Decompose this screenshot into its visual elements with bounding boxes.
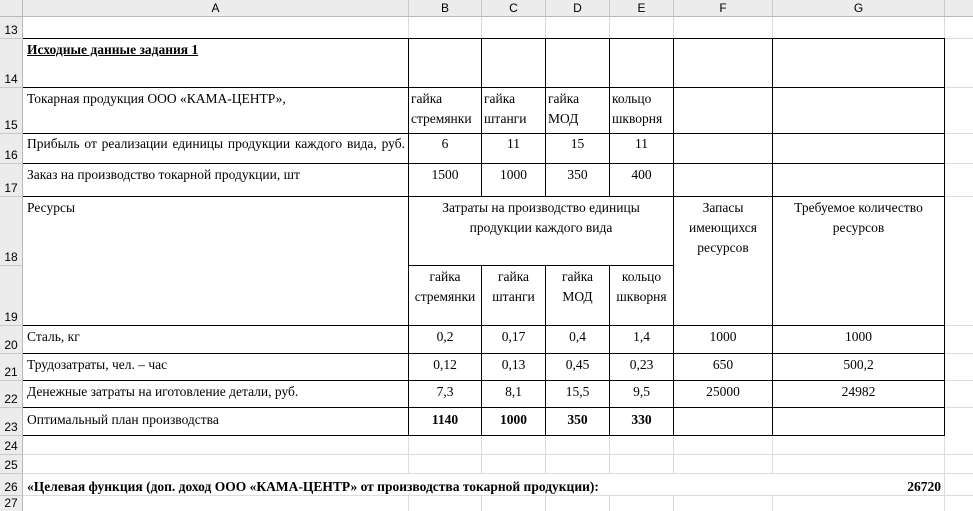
row-header-20[interactable]: 20 — [0, 326, 23, 354]
sub-product-3-line2: МОД — [562, 289, 593, 304]
row-header-23[interactable]: 23 — [0, 408, 23, 436]
order-value-4: 400 — [631, 167, 652, 182]
profit-label: Прибыль от реализации единицы продукции каждого вида, руб. — [27, 136, 405, 151]
profit-value-3: 15 — [570, 136, 585, 151]
sub-product-2-line2: штанги — [492, 289, 535, 304]
column-header-d[interactable]: D — [546, 0, 610, 17]
column-header-g[interactable]: G — [773, 0, 945, 17]
row-header-26[interactable]: 26 — [0, 474, 23, 496]
section-title: Исходные данные задания 1 — [27, 42, 199, 57]
row-header-27[interactable]: 27 — [0, 496, 23, 511]
resource-money-label: Денежные затраты на иготовление детали, руб. — [27, 384, 299, 399]
money-value-3: 15,5 — [565, 384, 590, 399]
money-value-1: 7,3 — [436, 384, 454, 399]
row-header-21[interactable]: 21 — [0, 354, 23, 381]
objective-value: 26720 — [907, 479, 941, 494]
money-required: 24982 — [841, 384, 876, 399]
select-all-corner[interactable] — [0, 0, 23, 17]
product-1-line1: гайка — [411, 91, 443, 106]
required-header-line1: Требуемое количество — [794, 200, 923, 215]
sub-product-1-line1: гайка — [429, 269, 461, 284]
row-header-16[interactable]: 16 — [0, 134, 23, 164]
steel-value-4: 1,4 — [633, 329, 650, 344]
row-header-15[interactable]: 15 — [0, 88, 23, 134]
column-header-h[interactable] — [945, 0, 973, 17]
steel-value-3: 0,4 — [569, 329, 586, 344]
stock-header-line1: Запасы — [702, 200, 744, 215]
profit-value-2: 11 — [507, 136, 520, 151]
row-header-17[interactable]: 17 — [0, 164, 23, 197]
labor-required: 500,2 — [843, 357, 874, 372]
money-value-2: 8,1 — [505, 384, 522, 399]
column-header-e[interactable]: E — [610, 0, 674, 17]
row-header-13[interactable]: 13 — [0, 17, 23, 39]
products-label: Токарная продукция ООО «КАМА-ЦЕНТР», — [27, 91, 286, 106]
plan-label: Оптимальный план производства — [27, 412, 219, 427]
sub-product-4-line2: шкворня — [616, 289, 667, 304]
column-header-b[interactable]: B — [409, 0, 482, 17]
labor-value-3: 0,45 — [565, 357, 590, 372]
objective-label: «Целевая функция (доп. доход ООО «КАМА-ЦЕНТР» от производства токарной продукции): — [27, 479, 599, 494]
plan-value-1: 1140 — [431, 412, 459, 427]
sub-product-2-line1: гайка — [497, 269, 530, 284]
money-stock: 25000 — [706, 384, 740, 399]
plan-value-4: 330 — [631, 412, 652, 427]
column-header-c[interactable]: C — [482, 0, 546, 17]
plan-value-3: 350 — [567, 412, 588, 427]
row-header-14[interactable]: 14 — [0, 39, 23, 88]
product-2-line1: гайка — [484, 91, 516, 106]
sub-product-3-line1: гайка — [561, 269, 594, 284]
product-3-line2: МОД — [548, 111, 579, 126]
row-header-22[interactable]: 22 — [0, 381, 23, 408]
product-3-line1: гайка — [548, 91, 580, 106]
profit-value-1: 6 — [441, 136, 449, 151]
labor-value-1: 0,12 — [433, 357, 457, 372]
steel-value-2: 0,17 — [501, 329, 526, 344]
row-header-18[interactable]: 18 — [0, 197, 23, 266]
labor-value-2: 0,13 — [501, 357, 526, 372]
product-4-line1: кольцо — [612, 91, 652, 106]
row-header-24[interactable]: 24 — [0, 436, 23, 455]
order-value-3: 350 — [567, 167, 588, 182]
product-2-line2: штанги — [484, 111, 527, 126]
row-header-25[interactable]: 25 — [0, 455, 23, 474]
sub-product-4-line1: кольцо — [621, 269, 662, 284]
plan-value-2: 1000 — [500, 412, 527, 427]
stock-header-line3: ресурсов — [697, 240, 749, 255]
sub-product-1-line2: стремянки — [414, 289, 476, 304]
resource-labor-label: Трудозатраты, чел. – час — [27, 357, 168, 372]
steel-value-1: 0,2 — [436, 329, 454, 344]
steel-stock: 1000 — [709, 329, 737, 344]
order-value-1: 1500 — [431, 167, 459, 182]
order-label: Заказ на производство токарной продукции, шт — [27, 167, 300, 182]
money-value-4: 9,5 — [633, 384, 650, 399]
required-header-line2: ресурсов — [832, 220, 885, 235]
labor-value-4: 0,23 — [629, 357, 654, 372]
stock-header-line2: имеющихся — [688, 220, 758, 235]
order-value-2: 1000 — [500, 167, 527, 182]
labor-stock: 650 — [712, 357, 734, 372]
resources-label: Ресурсы — [27, 200, 76, 215]
column-header-f[interactable]: F — [674, 0, 773, 17]
product-4-line2: шкворня — [612, 111, 663, 126]
costs-header-line2: продукции каждого вида — [469, 220, 613, 235]
costs-header-line1: Затраты на производство единицы — [442, 200, 640, 215]
row-header-19[interactable]: 19 — [0, 266, 23, 326]
product-1-line2: стремянки — [411, 111, 472, 126]
resource-steel-label: Сталь, кг — [27, 329, 80, 344]
column-header-a[interactable]: A — [23, 0, 409, 17]
steel-required: 1000 — [845, 329, 872, 344]
profit-value-4: 11 — [635, 136, 648, 151]
